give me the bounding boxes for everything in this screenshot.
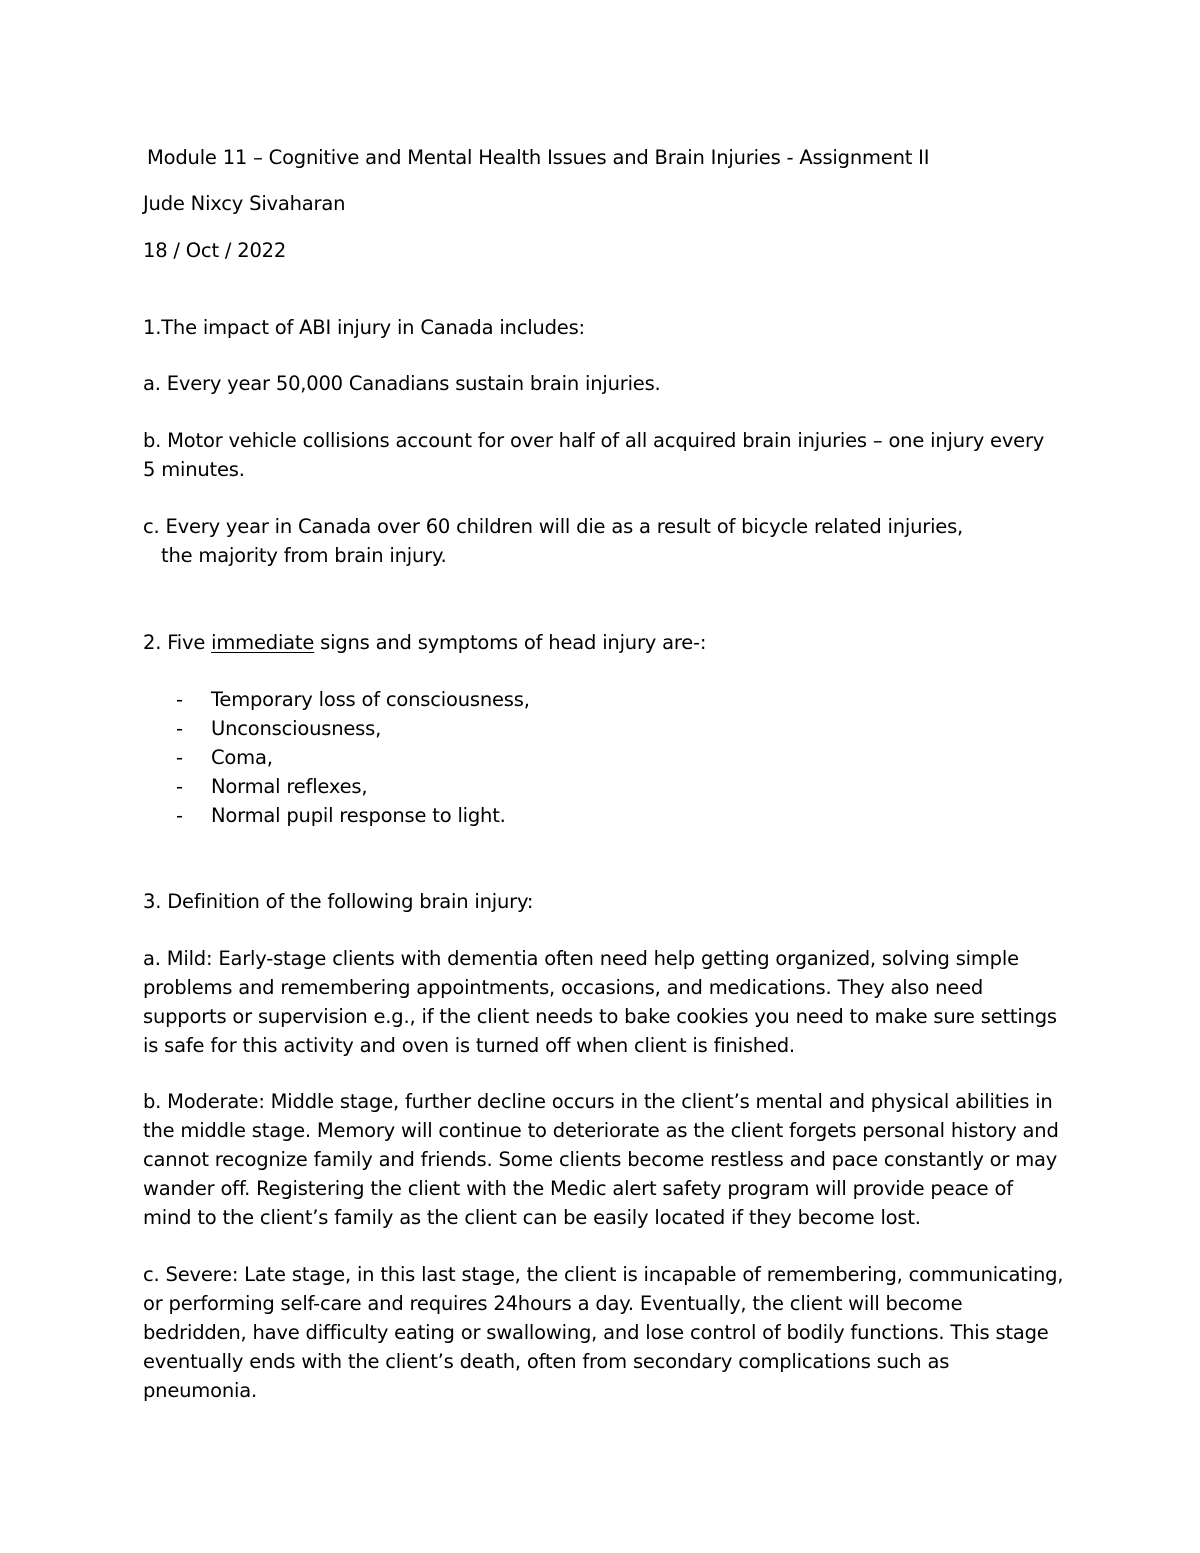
list-item-text: Normal reflexes,	[211, 775, 368, 798]
paragraph-line: pneumonia.	[143, 1379, 257, 1402]
q1-item-b-line1: b. Motor vehicle collisions account for over half of all acquired brain injuries – one injury every	[143, 429, 1045, 452]
bullet-dash: -	[176, 775, 184, 798]
paragraph-line: the middle stage. Memory will continue to deteriorate as the client forgets personal history and	[143, 1119, 1059, 1142]
bullet-dash: -	[176, 804, 184, 827]
paragraph-line: or performing self-care and requires 24hours a day. Eventually, the client will become	[143, 1292, 963, 1315]
paragraph-line: b. Moderate: Middle stage, further decline occurs in the client’s mental and physical abilities in	[143, 1090, 1053, 1113]
paragraph-line: supports or supervision e.g., if the client needs to bake cookies you need to make sure settings	[143, 1005, 1057, 1028]
bullet-dash: -	[176, 717, 184, 740]
document-date: 18 / Oct / 2022	[143, 239, 287, 262]
list-item-text: Coma,	[211, 746, 273, 769]
q3-heading: 3. Definition of the following brain injury:	[143, 890, 534, 913]
paragraph-line: eventually ends with the client’s death, often from secondary complications such as	[143, 1350, 950, 1373]
bullet-dash: -	[176, 746, 184, 769]
q1-item-c-line2: the majority from brain injury.	[161, 544, 447, 567]
list-item-text: Normal pupil response to light.	[211, 804, 506, 827]
list-item-text: Temporary loss of consciousness,	[211, 688, 530, 711]
q1-item-b-line2: 5 minutes.	[143, 458, 245, 481]
paragraph-line: mind to the client’s family as the client can be easily located if they become lost.	[143, 1206, 921, 1229]
q2-heading-post: signs and symptoms of head injury are-:	[314, 631, 707, 654]
paragraph-line: c. Severe: Late stage, in this last stage, the client is incapable of remembering, communicating,	[143, 1263, 1064, 1286]
q2-heading-pre: 2. Five	[143, 631, 212, 654]
paragraph-line: a. Mild: Early-stage clients with dementia often need help getting organized, solving simple	[143, 947, 1019, 970]
list-item-text: Unconsciousness,	[211, 717, 382, 740]
q1-item-a: a. Every year 50,000 Canadians sustain brain injuries.	[143, 372, 661, 395]
q1-item-c-line1: c. Every year in Canada over 60 children will die as a result of bicycle related injuries,	[143, 515, 964, 538]
paragraph-line: problems and remembering appointments, occasions, and medications. They also need	[143, 976, 984, 999]
document-title: Module 11 – Cognitive and Mental Health Issues and Brain Injuries - Assignment II	[147, 146, 930, 169]
q2-heading	[143, 628, 706, 657]
q2-heading-underlined: immediate	[211, 631, 315, 654]
q1-heading: 1.The impact of ABI injury in Canada includes:	[143, 316, 585, 339]
paragraph-line: is safe for this activity and oven is turned off when client is finished.	[143, 1034, 795, 1057]
bullet-dash: -	[176, 688, 184, 711]
author-name: Jude Nixcy Sivaharan	[143, 192, 346, 215]
paragraph-line: bedridden, have difficulty eating or swallowing, and lose control of bodily functions. This stage	[143, 1321, 1049, 1344]
paragraph-line: cannot recognize family and friends. Some clients become restless and pace constantly or may	[143, 1148, 1058, 1171]
paragraph-line: wander off. Registering the client with the Medic alert safety program will provide peace of	[143, 1177, 1013, 1200]
